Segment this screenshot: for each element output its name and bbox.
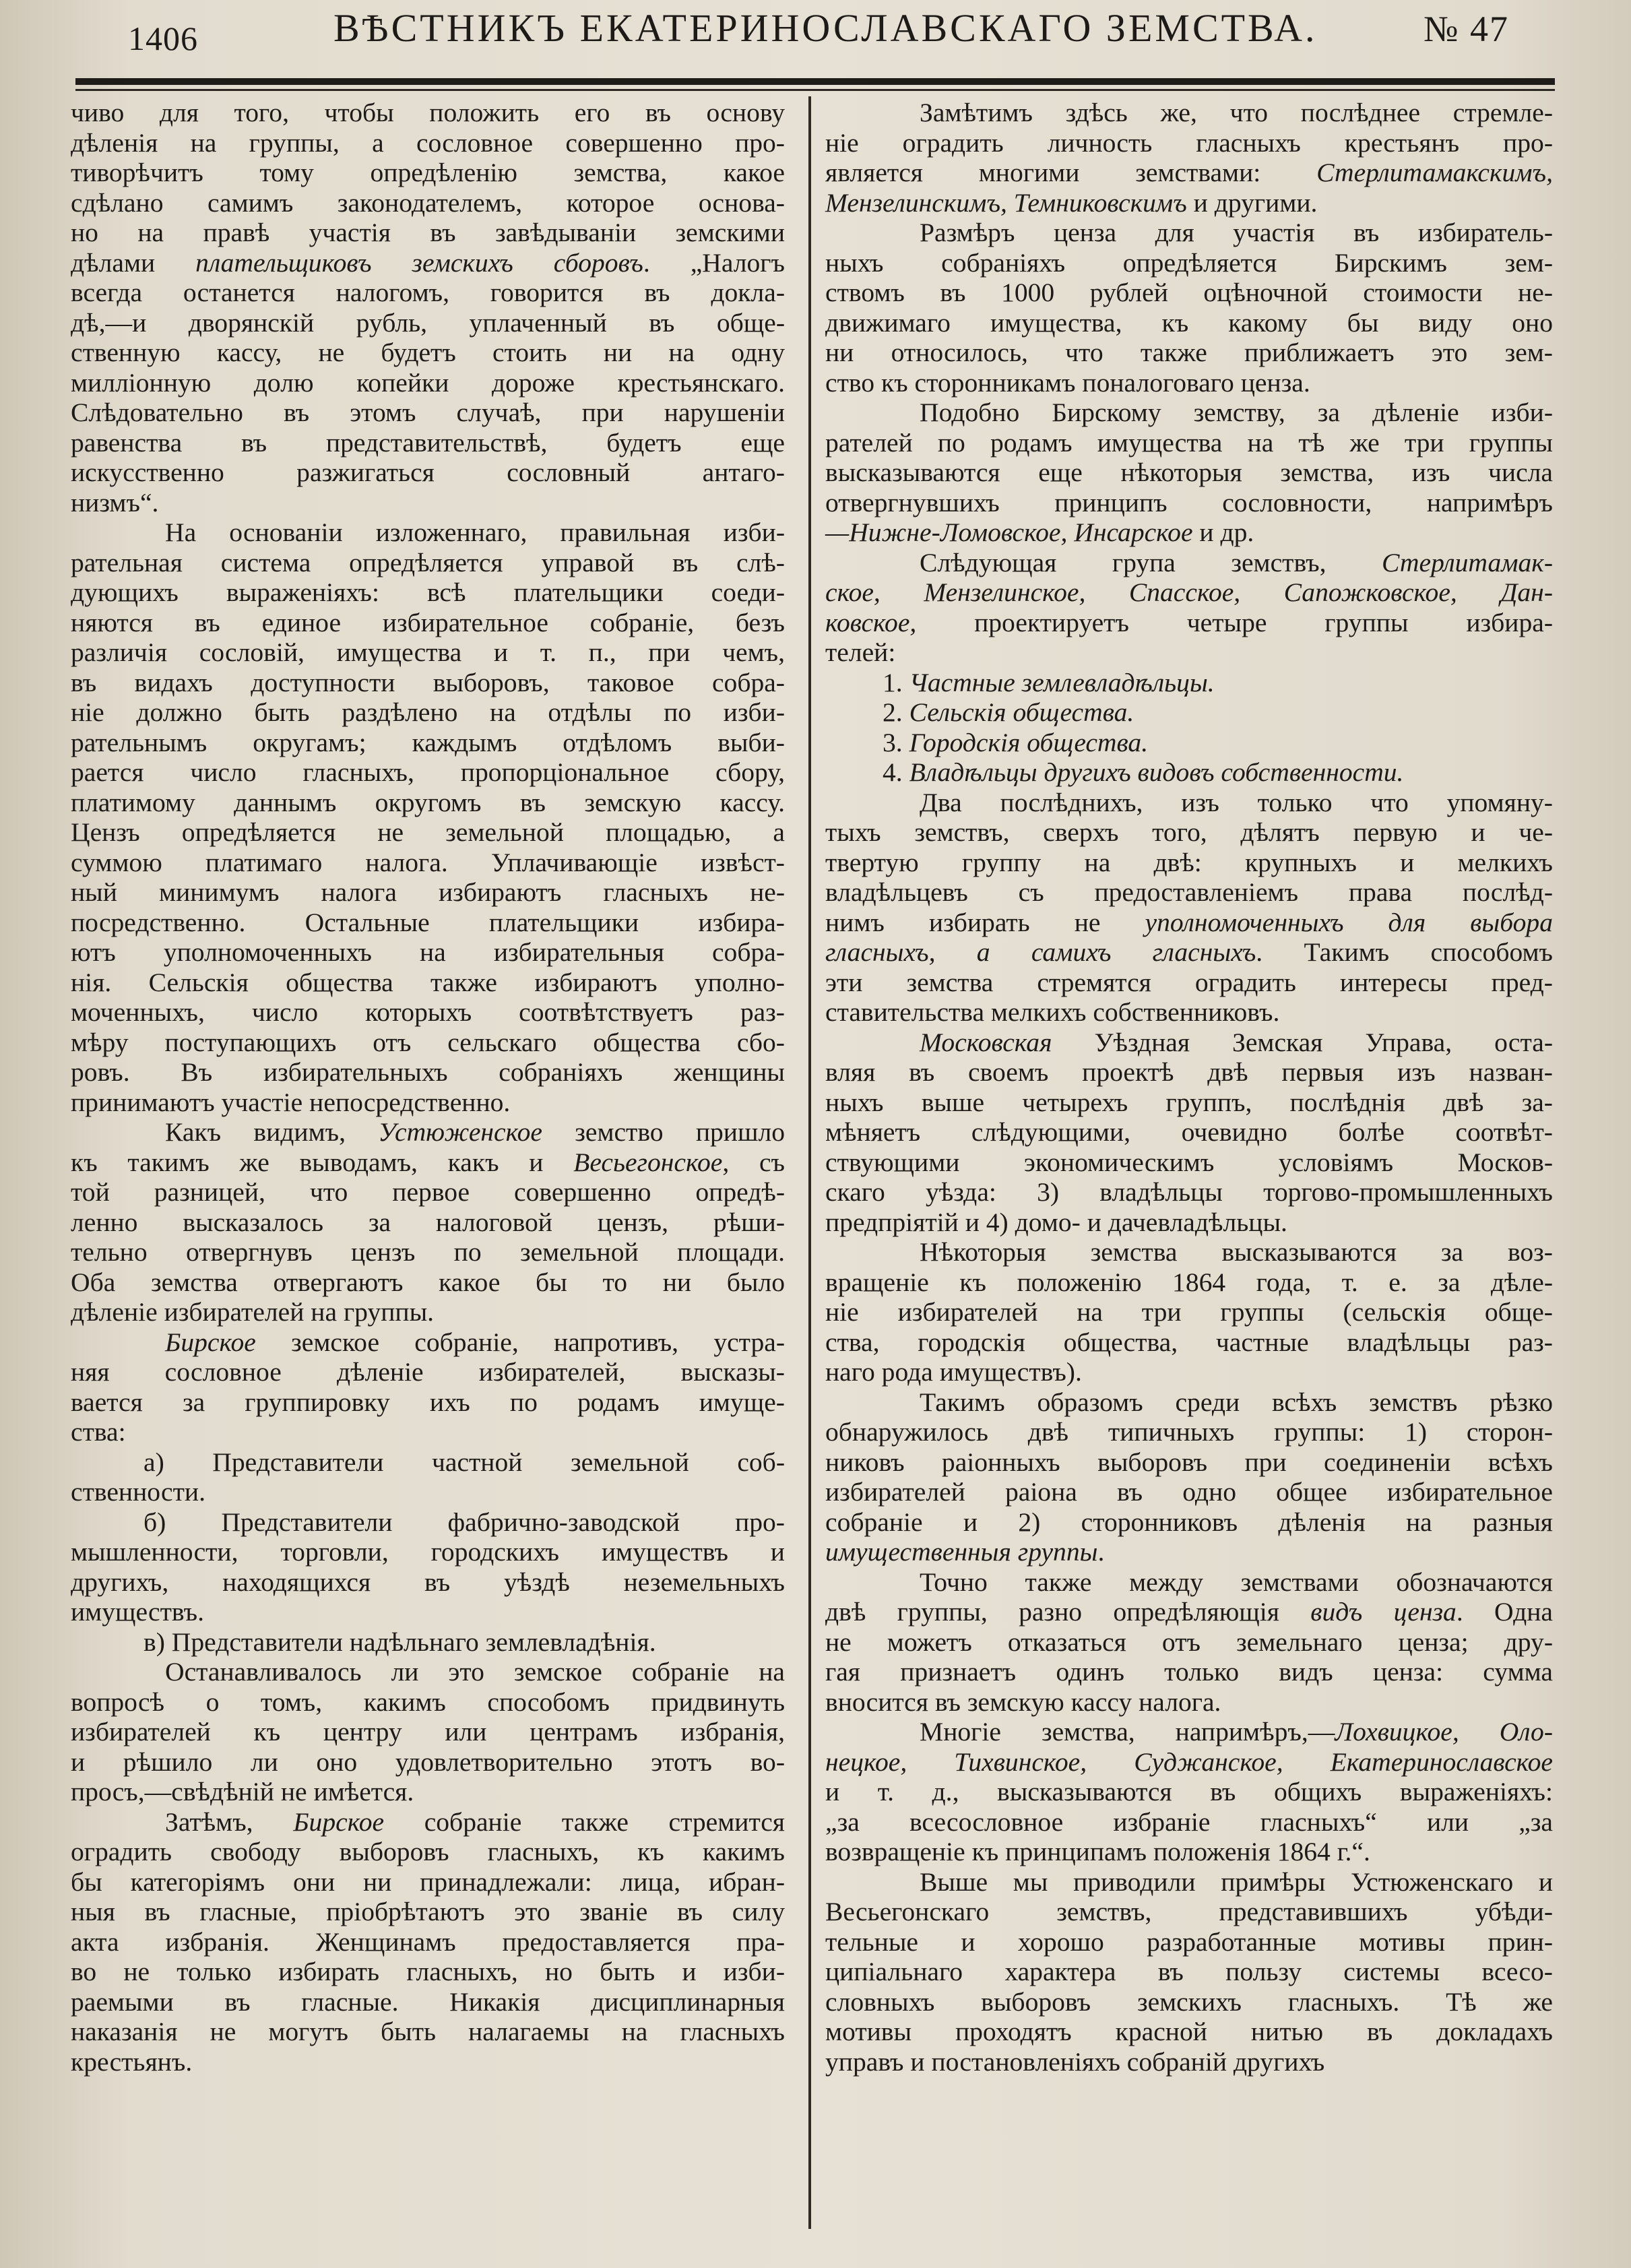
text-line: обнаружилось двѣ типичныхъ группы: 1) сторон- — [825, 1417, 1553, 1447]
text-line: высказываются еще нѣкоторыя земства, изъ числа — [825, 458, 1553, 487]
text-line: движимаго имущества, къ какому бы виду оно — [825, 307, 1553, 338]
text-line — [825, 188, 1553, 218]
text-run: Слѣдующая група земствъ, — [920, 547, 1382, 577]
text-line: в) Представители надѣльнаго землевладѣнія. — [143, 1627, 656, 1657]
text-line: Нѣкоторыя земства высказываются за воз- — [920, 1237, 1553, 1267]
text-line: Точно также между земствами обозначаются — [920, 1567, 1553, 1597]
text-run: . — [1097, 1537, 1105, 1567]
text-line: словныхъ выборовъ земскихъ гласныхъ. Тѣ же — [825, 1986, 1553, 2017]
right-column-p7 — [825, 1237, 1553, 1387]
italic-text: Сельскія общества. — [909, 697, 1134, 727]
left-column — [71, 98, 785, 2077]
right-column-p5 — [825, 788, 1553, 1028]
text-line: телей: — [825, 637, 896, 667]
list-number: 3. — [883, 727, 909, 757]
text-line: Два послѣднихъ, изъ только что упомяну- — [920, 787, 1553, 817]
text-line: ровъ. Въ избирательныхъ собраніяхъ женщины — [71, 1057, 785, 1087]
text-line: избирателей къ центру или центрамъ избранія, — [71, 1717, 785, 1746]
text-line — [825, 1717, 1553, 1747]
list-number: 2. — [883, 697, 909, 727]
text-run: дѣлами — [71, 247, 196, 278]
text-line: ства, городскія общества, частные владѣльцы раз- — [825, 1327, 1553, 1357]
text-line: вляя въ своемъ проектѣ двѣ первыя изъ назван- — [825, 1057, 1553, 1087]
text-line: Останавливалось ли это земское собраніе на — [165, 1657, 785, 1687]
text-line: ство къ сторонникамъ поналоговаго ценза. — [825, 367, 1310, 398]
right-column-p1 — [825, 98, 1553, 218]
italic-text: ковское, — [825, 607, 917, 637]
text-run: и др. — [1192, 517, 1254, 547]
text-run: . Такимъ способомъ — [1256, 937, 1554, 967]
text-line: ютъ уполномоченныхъ на избирательныя собра- — [71, 937, 785, 967]
text-line: Такимъ образомъ среди всѣхъ земствъ рѣзко — [920, 1387, 1553, 1417]
italic-text: Московская — [920, 1027, 1052, 1057]
text-line — [825, 608, 1553, 638]
left-column-p9 — [71, 1807, 785, 2077]
text-line: дѣленія на группы, а сословное совершенно про- — [71, 127, 785, 158]
left-column-p5 — [71, 1447, 785, 1507]
text-line: въ видахъ доступности выборовъ, таковое собра- — [71, 667, 785, 697]
text-line: принимаютъ участіе непосредственно. — [71, 1087, 511, 1117]
right-column-p3 — [825, 398, 1553, 548]
page-header — [74, 0, 1556, 81]
italic-text: Весьегонское — [573, 1147, 723, 1177]
right-column-p2 — [825, 218, 1553, 398]
text-line: раемыми въ гласные. Никакія дисциплинарныя — [71, 1986, 785, 2017]
text-line: и т. д., высказываются въ общихъ выраженіяхъ: — [825, 1777, 1553, 1806]
text-line: б) Представители фабрично-заводской про- — [143, 1507, 785, 1537]
text-line — [825, 1597, 1553, 1627]
text-line: ственную кассу, не будетъ стоить ни на одну — [71, 338, 785, 367]
text-line: вопросѣ о томъ, какимъ способомъ придвинуть — [71, 1687, 785, 1717]
text-line — [71, 1117, 785, 1147]
text-line: эти земства стремятся оградить интересы пред- — [825, 967, 1553, 997]
text-line: мотивы проходятъ красной нитью въ докладахъ — [825, 2017, 1553, 2046]
text-line: суммою платимаго налога. Уплачивающіе извѣст- — [71, 847, 785, 877]
text-line — [71, 1807, 785, 1837]
text-line: вращеніе къ положенію 1864 года, т. е. за дѣле- — [825, 1267, 1553, 1297]
text-line: гая признаетъ одинъ только видъ ценза: сумма — [825, 1657, 1553, 1687]
header-rule-thick — [75, 78, 1555, 85]
right-column-p9 — [825, 1567, 1553, 1718]
text-line: наказанія не могутъ быть налагаемы на гласныхъ — [71, 2017, 785, 2046]
text-line: ныя въ гласные, пріобрѣтаютъ это званіе въ силу — [71, 1897, 785, 1926]
text-run: , съ — [722, 1147, 785, 1177]
text-line: дѣленіе избирателей на группы. — [71, 1297, 435, 1327]
text-line: скаго уѣзда: 3) владѣльцы торгово-промышленныхъ — [825, 1177, 1553, 1207]
text-line: предпріятій и 4) домо- и дачевладѣльцы. — [825, 1207, 1287, 1237]
text-run: и другими. — [1186, 187, 1318, 218]
text-line: рательнымъ округамъ; каждымъ отдѣломъ выби- — [71, 727, 785, 757]
text-line: няются въ единое избирательное собраніе, безъ — [71, 607, 785, 637]
text-line — [71, 1327, 785, 1358]
text-line: избирателей раіона въ одно общее избирательное — [825, 1477, 1553, 1507]
text-line: Оба земства отвергаютъ какое бы то ни было — [71, 1267, 785, 1297]
text-line — [825, 908, 1553, 938]
text-line: бы категоріямъ они ни принадлежали: лица, ибран- — [71, 1866, 785, 1897]
italic-text: Мензелинскимъ, Темниковскимъ — [825, 187, 1187, 218]
left-column-p3 — [71, 1117, 785, 1327]
right-column-p4 — [825, 548, 1553, 668]
text-line: искусственно разжигаться сословный антаго- — [71, 458, 785, 487]
text-line — [825, 548, 1553, 578]
italic-text: Стерлитамакскимъ, — [1316, 158, 1553, 187]
text-run: Уѣздная Земская Управа, оста- — [1052, 1027, 1553, 1057]
text-line: акта избранія. Женщинамъ предоставляется пра- — [71, 1926, 785, 1957]
text-line: той разницей, что первое совершенно опредѣ- — [71, 1177, 785, 1207]
text-line — [825, 1747, 1553, 1777]
text-line: наго рода имуществъ). — [825, 1357, 1082, 1387]
italic-text: Лохвицкое, Оло- — [1335, 1717, 1553, 1746]
text-line: милліонную долю копейки дороже крестьянскаго. — [71, 367, 785, 398]
text-line: ніе оградить личность гласныхъ крестьянъ про- — [825, 127, 1553, 158]
left-column-p4 — [71, 1327, 785, 1447]
list-item — [825, 668, 1553, 698]
text-line: твертую группу на двѣ: крупныхъ и мелкихъ — [825, 847, 1553, 877]
text-line: Выше мы приводили примѣры Устюженскаго и — [920, 1866, 1553, 1897]
text-line: тельные и хорошо разработанные мотивы прин- — [825, 1926, 1553, 1957]
text-line: ствомъ въ 1000 рублей оцѣночной стоимости не- — [825, 278, 1553, 307]
text-line: вается за группировку ихъ по родамъ имуще- — [71, 1387, 785, 1417]
text-line — [825, 1028, 1553, 1058]
text-line: тельно отвергнувъ цензъ по земельной площади. — [71, 1237, 785, 1267]
italic-text: Владѣльцы другихъ видовъ собственности. — [909, 757, 1404, 787]
text-line — [825, 158, 1553, 188]
text-line: мѣру поступающихъ отъ сельскаго общества сбо- — [71, 1027, 785, 1057]
text-line: тыхъ земствъ, сверхъ того, дѣлятъ первую и че- — [825, 817, 1553, 847]
text-line: ства: — [71, 1417, 126, 1447]
italic-text: видъ ценза — [1310, 1597, 1457, 1627]
right-column-list — [825, 668, 1553, 788]
italic-text: нецкое, Тихвинское, Суджанское, Екатеринославское — [825, 1746, 1553, 1777]
text-line: посредственно. Остальные плательщики избира- — [71, 907, 785, 937]
text-line: возвращеніе къ принципамъ положенія 1864 г.“. — [825, 1837, 1370, 1866]
text-line: но на правѣ участія въ завѣдываніи земскими — [71, 218, 785, 247]
text-line: дующихъ выраженіяхъ: всѣ плательщики соеди- — [71, 577, 785, 607]
text-line — [71, 1147, 785, 1178]
list-item — [825, 757, 1553, 788]
text-line: никовъ раіонныхъ выборовъ при соединеніи всѣхъ — [825, 1447, 1553, 1477]
text-line: собраніе и 2) сторонниковъ дѣленія на разныя — [825, 1507, 1553, 1537]
italic-text: Бирское — [165, 1327, 256, 1357]
issue-number: № 47 — [1423, 9, 1509, 49]
text-line: ныхъ собраніяхъ опредѣляется Бирскимъ зем- — [825, 247, 1553, 278]
text-line: сдѣлано самимъ законодателемъ, которое основа- — [71, 187, 785, 218]
list-item — [825, 697, 1553, 728]
text-run: Какъ видимъ, — [165, 1117, 379, 1147]
text-line: Подобно Бирскому земству, за дѣленіе изби- — [920, 398, 1553, 427]
text-run: Затѣмъ, — [165, 1806, 294, 1837]
text-line: вносится въ земскую кассу налога. — [825, 1687, 1221, 1717]
text-line: и рѣшило ли оно удовлетворительно этотъ во- — [71, 1746, 785, 1777]
text-run: Многіе земства, напримѣръ,— — [920, 1717, 1335, 1746]
text-line: рателей по родамъ имущества на тѣ же три группы — [825, 427, 1553, 458]
text-line: просъ,—свѣдѣній не имѣется. — [71, 1777, 414, 1806]
left-column-p8 — [71, 1657, 785, 1807]
left-column-p1 — [71, 98, 785, 517]
text-line: различія сословій, имущества и т. п., при чемъ, — [71, 637, 785, 667]
text-line: а) Представители частной земельной соб- — [143, 1447, 785, 1477]
text-line: дѣ,—и дворянскій рубль, уплаченный въ обще- — [71, 307, 785, 338]
text-run: проектируетъ четыре группы избира- — [916, 607, 1553, 637]
italic-text: гласныхъ, а самихъ гласныхъ — [825, 937, 1256, 967]
text-line: Весьегонскаго земствъ, представившихъ убѣди- — [825, 1897, 1553, 1926]
right-column-p10 — [825, 1717, 1553, 1867]
text-line: оградить свободу выборовъ гласныхъ, къ какимъ — [71, 1837, 785, 1866]
text-line: мѣняетъ слѣдующими, очевидно болѣе соотвѣт- — [825, 1117, 1553, 1147]
journal-title: ВѢСТНИКЪ ЕКАТЕРИНОСЛАВСКАГО ЗЕМСТВА. — [333, 6, 1318, 50]
text-line: „за всесословное избраніе гласныхъ“ или „за — [825, 1806, 1553, 1837]
text-line: мышленности, торговли, городскихъ имуществъ и — [71, 1537, 785, 1567]
text-line: отвергнувшихъ принципъ сословности, напримѣръ — [825, 487, 1553, 517]
text-run: собраніе также стремится — [384, 1806, 785, 1837]
list-item — [825, 728, 1553, 758]
text-line — [825, 517, 1553, 548]
text-line: ныхъ выше четырехъ группъ, послѣднія двѣ за- — [825, 1087, 1553, 1117]
list-number: 1. — [883, 667, 909, 697]
text-line: ствующими экономическимъ условіямъ Москов- — [825, 1147, 1553, 1177]
text-run: . „Налогъ — [643, 247, 785, 278]
text-line — [825, 577, 1553, 608]
text-line: управъ и постановленіяхъ собраній другихъ — [825, 2046, 1325, 2077]
text-run: земство пришло — [542, 1117, 785, 1147]
text-line: ственности. — [71, 1477, 205, 1507]
italic-text: —Нижне-Ломовское, Инсарское — [825, 517, 1193, 547]
text-line: чиво для того, чтобы положить его въ основу — [71, 98, 785, 127]
text-line: низмъ“. — [71, 487, 159, 517]
text-run: двѣ группы, разно опредѣляющія — [825, 1597, 1311, 1627]
text-line: рательная система опредѣляется управой въ слѣ- — [71, 547, 785, 577]
text-line: ніе избирателей на три группы (сельскія обще- — [825, 1297, 1553, 1327]
text-line: платимому даннымъ округомъ въ земскую кассу. — [71, 787, 785, 817]
text-line — [825, 1537, 1553, 1567]
text-line: имуществъ. — [71, 1597, 204, 1627]
text-line: Замѣтимъ здѣсь же, что послѣднее стремле- — [920, 98, 1553, 127]
text-line: моченныхъ, число которыхъ соотвѣтствуетъ раз- — [71, 997, 785, 1027]
italic-text: Устюженское — [378, 1117, 542, 1147]
text-line — [825, 937, 1553, 968]
text-line: ни относилось, что также приближаетъ это зем- — [825, 338, 1553, 367]
text-line: не можетъ отказаться отъ земельнаго ценза; дру- — [825, 1627, 1553, 1657]
text-line: ный минимумъ налога избираютъ гласныхъ не- — [71, 877, 785, 907]
text-line: рается число гласныхъ, пропорціональное сбору, — [71, 757, 785, 787]
text-run: . Одна — [1456, 1597, 1553, 1627]
list-number: 4. — [883, 757, 909, 787]
italic-text: уполномоченныхъ для выбора — [1145, 907, 1553, 937]
text-line: ставительства мелкихъ собственниковъ. — [825, 997, 1280, 1027]
text-run: земское собраніе, напротивъ, устра- — [255, 1327, 785, 1357]
right-column-p11 — [825, 1867, 1553, 2077]
text-line: Размѣръ ценза для участія въ избиратель- — [920, 218, 1553, 247]
header-rule-thin — [75, 89, 1555, 91]
text-line — [71, 248, 785, 278]
text-line: ніе должно быть раздѣлено на отдѣлы по изби- — [71, 697, 785, 727]
text-run: нимъ избирать не — [825, 907, 1145, 937]
left-column-p6 — [71, 1507, 785, 1627]
italic-text: имущественныя группы — [825, 1537, 1098, 1567]
italic-text: Бирское — [293, 1806, 385, 1837]
text-line: На основаніи изложеннаго, правильная изби- — [165, 517, 785, 547]
italic-text: ское, Мензелинское, Спасское, Сапожковское, Дан- — [825, 577, 1553, 607]
text-line: ципіальнаго характера въ пользу системы всесо- — [825, 1957, 1553, 1986]
right-column-p6 — [825, 1028, 1553, 1238]
text-line: равенства въ представительствѣ, будетъ еще — [71, 427, 785, 458]
text-line: няя сословное дѣленіе избирателей, высказы- — [71, 1357, 785, 1387]
text-line: владѣльцевъ съ предоставленіемъ права послѣд- — [825, 877, 1553, 907]
text-line: ленно высказалось за налоговой цензъ, рѣши- — [71, 1207, 785, 1237]
text-line: крестьянъ. — [71, 2046, 193, 2077]
text-line: Слѣдовательно въ этомъ случаѣ, при нарушеніи — [71, 398, 785, 427]
column-divider — [808, 96, 811, 2229]
text-line: всегда останется налогомъ, говорится въ доклa- — [71, 278, 785, 307]
italic-text: Частные землевладѣльцы. — [909, 667, 1215, 697]
italic-text: Стерлитамак- — [1381, 547, 1553, 577]
left-column-p7 — [71, 1627, 785, 1658]
right-column-p8 — [825, 1387, 1553, 1567]
text-line: во не только избирать гласныхъ, но быть и изби- — [71, 1957, 785, 1986]
left-column-p2 — [71, 517, 785, 1117]
italic-text: Городскія общества. — [909, 727, 1149, 757]
page-number: 1406 — [128, 20, 198, 57]
italic-text: плательщиковъ земскихъ сборовъ — [195, 247, 643, 278]
text-line: тиворѣчитъ тому опредѣленію земства, какое — [71, 158, 785, 187]
text-run: къ такимъ же выводамъ, какъ и — [71, 1147, 574, 1177]
right-column — [825, 98, 1553, 2077]
text-line: Цензъ опредѣляется не земельной площадью, а — [71, 817, 785, 847]
text-line: нія. Сельскія общества также избираютъ уполно- — [71, 967, 785, 997]
text-run: являетcя многими земствами: — [825, 158, 1317, 187]
text-line: другихъ, находящихся въ уѣздѣ неземельныхъ — [71, 1567, 785, 1597]
